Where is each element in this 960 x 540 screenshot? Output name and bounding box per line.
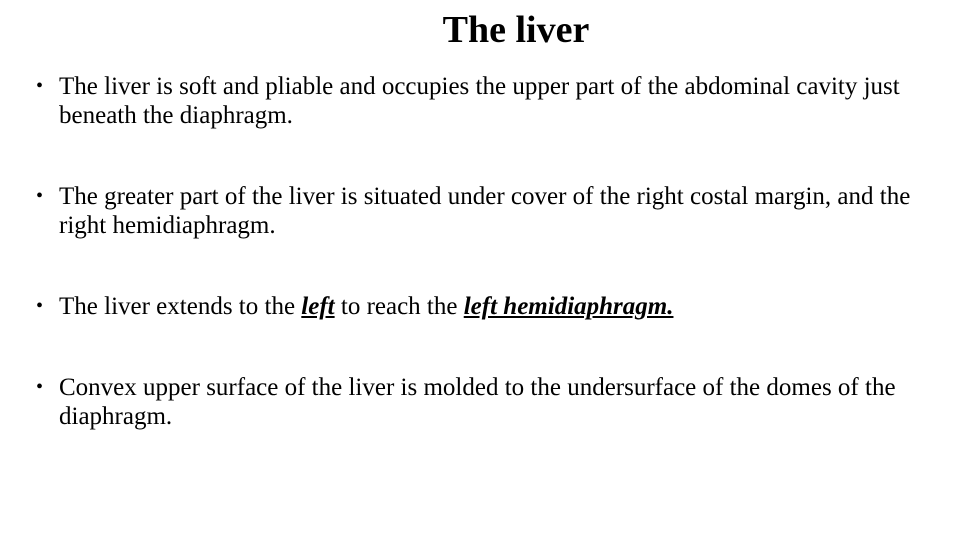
emphasis-left-hemidiaphragm: left hemidiaphragm.: [463, 293, 674, 320]
bullet-text: Convex upper surface of the liver is molded to the undersurface of the domes of the diaphragm.: [59, 374, 896, 430]
bullet-item-costal-margin: [36, 182, 916, 240]
bullet-text-mid: to reach the: [334, 293, 464, 320]
bullet-text-pre: The liver extends to the: [59, 293, 302, 320]
bullet-icon: •: [36, 295, 44, 317]
slide-title: The liver: [442, 9, 590, 51]
bullet-icon: •: [36, 75, 44, 97]
bullet-item-location: [36, 72, 916, 130]
bullet-icon: •: [36, 185, 44, 207]
bullet-item-left-extension: [36, 292, 916, 321]
bullet-text: The greater part of the liver is situated under cover of the right costal margin, and the right hemidiaphragm.: [59, 183, 911, 239]
emphasis-left: left: [301, 293, 335, 320]
bullet-text: The liver is soft and pliable and occupies the upper part of the abdominal cavity just beneath the diaphragm.: [59, 73, 900, 129]
bullet-item-convex-surface: [36, 373, 916, 431]
bullet-icon: •: [36, 376, 44, 398]
bullet-list: [36, 72, 916, 483]
